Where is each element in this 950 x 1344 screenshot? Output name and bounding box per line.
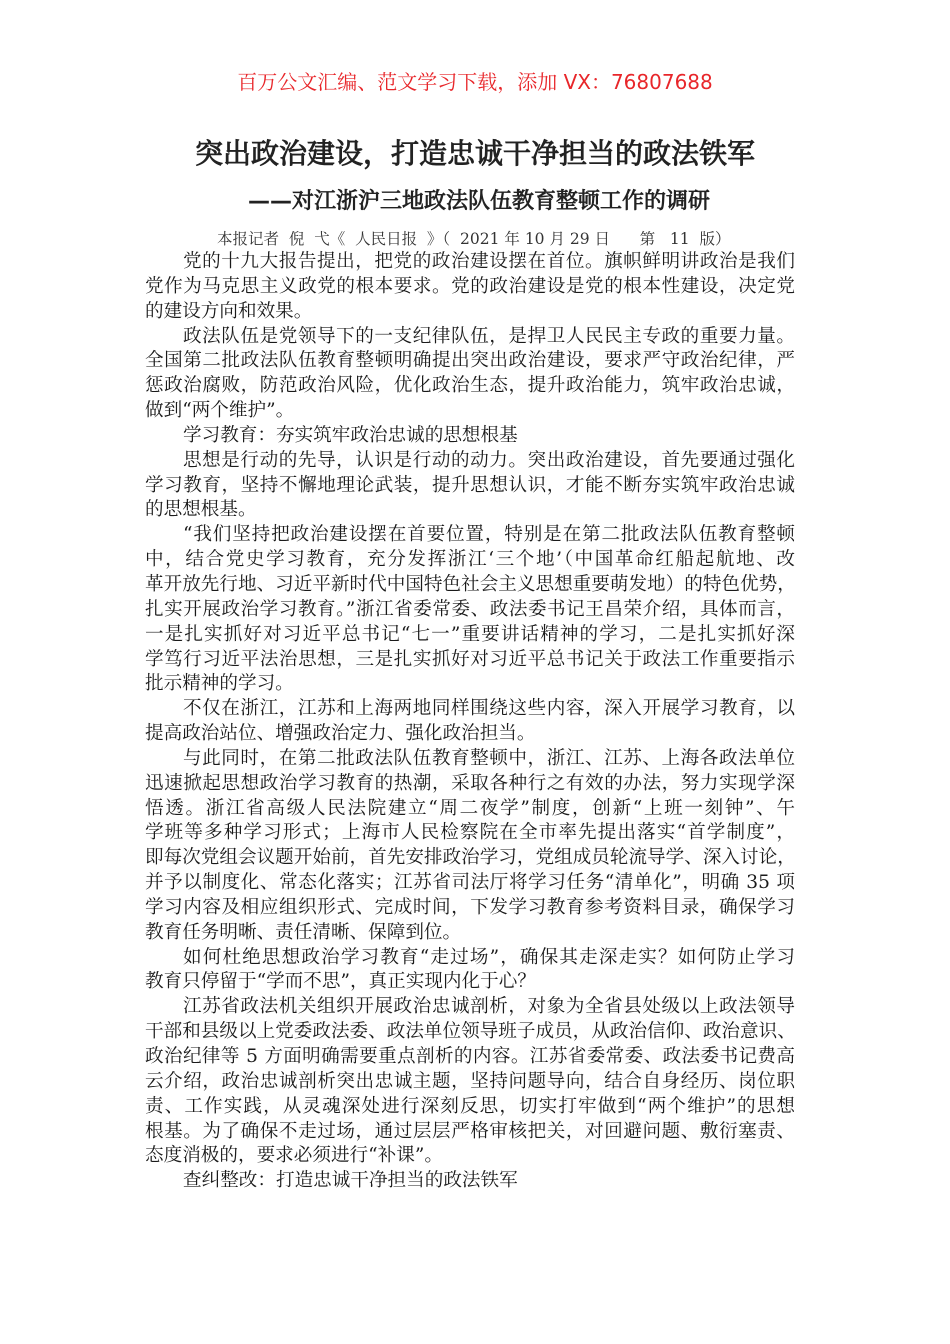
text-line: 学习内容及相应组织形式、完成时间，下发学习教育参考资料目录，确保学习 — [145, 896, 795, 918]
text-line: 即每次党组会议题开始前，首先安排政治学习，党组成员轮流导学、深入讨论， — [145, 847, 796, 869]
article-body — [145, 250, 795, 1194]
text-line: 思想是行动的先导，认识是行动的动力。突出政治建设，首先要通过强化 — [183, 449, 795, 471]
text-line: 党作为马克思主义政党的根本要求。党的政治建设是党的根本性建设，决定党 — [145, 275, 795, 297]
text-line: 的建设方向和效果。 — [145, 300, 313, 322]
text-line: 中，结合党史学习教育，充分发挥浙江‘三个地’（中国革命红船起航地、改 — [145, 549, 795, 571]
text-line: 的思想根基。 — [145, 499, 257, 521]
text-line: 政治纪律等 5 方面明确需要重点剖析的内容。江苏省委常委、政法委书记费高 — [145, 1046, 795, 1067]
article-title: 突出政治建设，打造忠诚干净担当的政法铁军 — [194, 137, 755, 170]
text-line: 学班等多种学习形式；上海市人民检察院在全市率先提出落实“首学制度”， — [145, 822, 795, 844]
text-line: 如何杜绝思想政治学习教育“走过场”，确保其走深走实？如何防止学习 — [183, 946, 795, 968]
text-line: 云介绍，政治忠诚剖析突出忠诚主题，坚持问题导向，结合自身经历、岗位职 — [145, 1070, 795, 1092]
paragraph — [145, 697, 795, 747]
text-line: 做到“两个维护”。 — [145, 400, 295, 422]
text-line: 一是扎实抓好对习近平总书记“七一”重要讲话精神的学习，二是扎实抓好深 — [145, 623, 795, 645]
text-line: 江苏省政法机关组织开展政治忠诚剖析，对象为全省县处级以上政法领导 — [183, 996, 795, 1018]
text-line: 与此同时，在第二批政法队伍教育整顿中，浙江、江苏、上海各政法单位 — [183, 747, 795, 769]
text-line: 教育任务明晰、责任清晰、保障到位。 — [145, 921, 462, 943]
text-line: 学习教育，坚持不懈地理论武装，提升思想认识，才能不断夯实筑牢政治忠诚 — [145, 474, 795, 496]
text-line: 政法队伍是党领导下的一支纪律队伍，是捍卫人民民主专政的重要力量。 — [183, 325, 795, 347]
text-line: 全国第二批政法队伍教育整顿明确提出突出政治建设，要求严守政治纪律，严 — [145, 350, 795, 372]
paragraph — [145, 449, 795, 524]
text-line: 革开放先行地、习近平新时代中国特色社会主义思想重要萌发地）的特色优势， — [145, 573, 796, 595]
byline: 本报记者 倪 弋《 人民日报 》（ 2021 年 10 月 29 日 第 11 版） — [217, 230, 731, 248]
text-line: 学习教育：夯实筑牢政治忠诚的思想根基 — [183, 424, 518, 446]
text-line: 扎实开展政治学习教育。”浙江省委常委、政法委书记王昌荣介绍，具体而言， — [145, 598, 795, 620]
text-line: “我们坚持把政治建设摆在首要位置，特别是在第二批政法队伍教育整顿 — [183, 524, 795, 546]
text-line: 不仅在浙江，江苏和上海两地同样围绕这些内容，深入开展学习教育，以 — [183, 698, 795, 720]
section-heading — [145, 1169, 795, 1194]
section-heading — [145, 424, 795, 449]
text-line: 迅速掀起思想政治学习教育的热潮，采取各种行之有效的办法，努力实现学深 — [145, 772, 795, 794]
text-line: 态度消极的，要求必须进行“补课”。 — [145, 1145, 443, 1167]
text-line: 提高政治站位、增强政治定力、强化政治担当。 — [145, 723, 536, 745]
text-line: 查纠整改：打造忠诚干净担当的政法铁军 — [183, 1170, 518, 1192]
article-subtitle: ——对江浙沪三地政法队伍教育整顿工作的调研 — [247, 189, 710, 214]
text-line: 学笃行习近平法治思想，三是扎实抓好对习近平总书记关于政法工作重要指示 — [145, 648, 795, 670]
text-line: 干部和县级以上党委政法委、政法单位领导班子成员，从政治信仰、政治意识、 — [145, 1021, 796, 1043]
paragraph — [145, 747, 795, 946]
text-line: 悟透。浙江省高级人民法院建立“周二夜学”制度，创新“上班一刻钟”、午 — [145, 797, 795, 819]
text-line: 惩政治腐败，防范政治风险，优化政治生态，提升政治能力，筑牢政治忠诚， — [145, 375, 795, 397]
watermark-banner: 百万公文汇编、范文学习下载，添加 VX：76807688 — [237, 70, 713, 94]
paragraph — [145, 946, 795, 996]
text-line: 党的十九大报告提出，把党的政治建设摆在首位。旗帜鲜明讲政治是我们 — [183, 251, 795, 272]
paragraph — [145, 995, 795, 1169]
text-line: 责、工作实践，从灵魂深处进行深刻反思，切实打牢做到“两个维护”的思想 — [145, 1095, 795, 1117]
paragraph — [145, 250, 795, 325]
text-line: 教育只停留于“学而不思”，真正实现内化于心？ — [145, 971, 536, 993]
paragraph — [145, 325, 795, 424]
text-line: 并予以制度化、常态化落实；江苏省司法厅将学习任务“清单化”，明确 35 项 — [145, 872, 795, 894]
text-line: 批示精神的学习。 — [145, 673, 294, 695]
text-line: 根基。为了确保不走过场，通过层层严格审核把关，对回避问题、敷衍塞责、 — [145, 1120, 795, 1142]
paragraph — [145, 523, 795, 697]
